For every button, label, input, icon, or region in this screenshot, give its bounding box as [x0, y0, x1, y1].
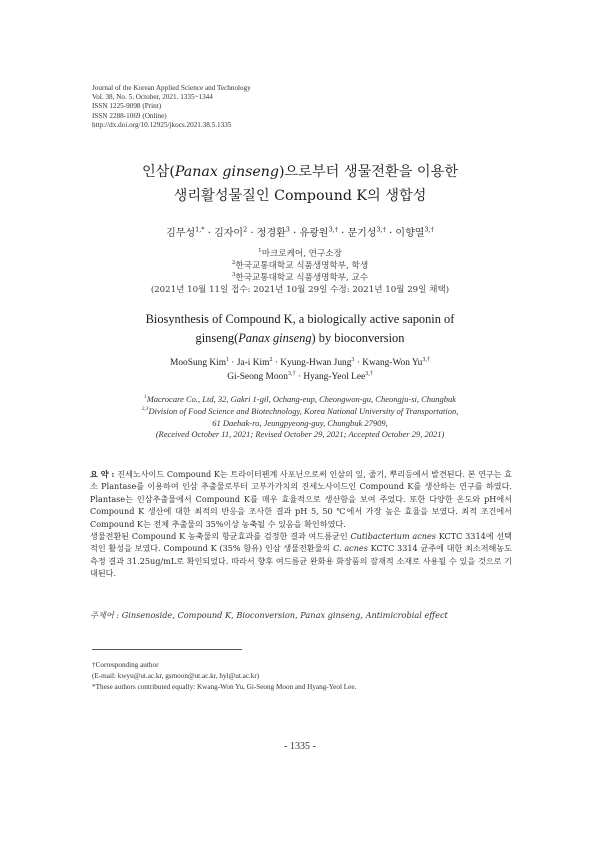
author: Kyung-Hwan Jung$^3$ [280, 356, 355, 368]
journal-issn-online: ISSN 2288-1069 (Online) [92, 111, 167, 120]
journal-name: Journal of the Korean Applied Science and Technology [92, 84, 251, 92]
affiliation: $^3$한국교통대학교 식품생명학부, 교수 [231, 272, 369, 283]
journal-header [92, 84, 251, 130]
kr-title-line2: 생리활성물질인 Compound K의 생합성 [173, 188, 427, 204]
footnote-corresponding: †Corresponding author [92, 661, 159, 669]
korean-title [0, 160, 600, 208]
korean-authors: 김무성$^{1,*}$ · 김자이$^2$ · 정경환$^3$ · 유광원$^{3,\dagger}$ · 문기성$^{3,\dagger}$ · 이향열$^{3,\dagger}$ [166, 225, 434, 239]
korean-affiliations [0, 248, 600, 296]
abstract-paragraph: 요 약 : 진세노사이드 Compound K는 트라이터펜계 사포닌으로써 인삼의 잎, 줄기, 뿌리등에서 발견된다. 본 연구는 효소 Plantase를 이용하여 인삼 추출물로부터 고부가가치의 진세노사이드인 Compound K를 생산하는 연구를 하였다. Plantase는 인삼추출물에서 Compound K를 매우 효율적으로 생산함을 보여 주었다. 또한 다양한 온도와 pH에서 Compound K 생산에 대한 최적의 반응을 조사한 결과 pH 5, 50 ℃에서 가장 높은 효율을 보였다. 최적 조건에서 Compound K는 전체 추출물의 35%이상 농축될 수 있음을 확인하였다. [90, 469, 512, 529]
english-affiliations [0, 394, 600, 441]
affiliation: $^2$한국교통대학교 식품생명학부, 학생 [231, 260, 369, 271]
footnote-divider [92, 649, 242, 650]
footnotes [92, 660, 356, 693]
author: 김자이$^2$ [214, 225, 248, 239]
journal-doi[interactable]: http://dx.doi.org/10.12925/jkocs.2021.38.5.1335 [92, 120, 232, 129]
en-title-part: ginseng( [195, 331, 239, 345]
en-title-species: Panax ginseng [238, 331, 312, 345]
author: Kwang-Won $Yu^{3,\dagger}$ [362, 356, 430, 368]
en-title-line1: Biosynthesis of Compound K, a biologically active saponin of [145, 312, 455, 326]
kr-title-part: )으로부터 생물전환을 이용한 [279, 164, 459, 180]
english-authors: MooSung Kim$^1$ · Ja-i Kim$^2$ · Kyung-Hwan Jung$^3$ · Kwang-Won $Yu^{3,\dagger}$ Gi-Seong Moon$^{3,\dagger}$ · Hyang-Yeol Lee$^{3,\dagger}$ [170, 356, 430, 382]
footnote-email: (E-mail: kwyu@ut.ac.kr, gsmoon@ut.ac.kr, hyl@ut.ac.kr) [92, 672, 260, 680]
footnote-equal-contribution: *These authors contributed equally: Kwang-Won Yu, Gi-Seong Moon and Hyang-Yeol Lee. [92, 683, 357, 691]
journal-volume: Vol. 38, No. 5. October, 2021. 1335~1344 [92, 93, 213, 102]
author: 김무성$^{1,*}$ [166, 225, 205, 239]
author: 문기성$^{3,\dagger}$ [347, 225, 386, 239]
affiliation: $^{2,3}$Division of Food Science and Biotechnology, Korea National University of Transportation, [141, 405, 459, 416]
abstract [90, 468, 512, 580]
author: 유광원$^{3,\dagger}$ [299, 225, 338, 239]
en-title-part: ) by bioconversion [311, 331, 405, 345]
author: 정경환$^3$ [256, 225, 290, 239]
korean-dates: (2021년 10월 11일 접수: 2021년 10월 29일 수정: 2021년 10월 29일 채택) [150, 285, 450, 295]
kr-title-species: Panax ginseng [174, 164, 280, 180]
english-title [0, 310, 600, 348]
kr-title-part: 인삼( [141, 164, 175, 180]
author: 이향열$^{3,\dagger}$ [395, 225, 434, 239]
affiliation: $^1$마크로케어, 연구소장 [258, 248, 342, 259]
author: Hyang-Yeol Lee$^{3,\dagger}$ [303, 370, 373, 382]
keywords: 주제어 : Ginsenoside, Compound K, Bioconversion, Panax ginseng, Antimicrobial effect [90, 610, 448, 620]
author: Ja-i Kim$^2$ [236, 356, 273, 368]
journal-issn-print: ISSN 1225-9098 (Print) [92, 102, 162, 111]
affiliation: 61 Daehak-ro, Jeungpyeong-guy, Chungbuk 27909, [212, 417, 388, 428]
author: MooSung Kim$^1$ [170, 356, 230, 368]
abstract-paragraph: 생물전환된 Compound K 농축물의 항균효과를 검정한 결과 여드름균인 Cutibacterium acnes KCTC 3314에 선택적인 활성을 보였다. Compound K (35% 함유) 인삼 생물전환물의 C. acnes KCTC 3314 균주에 대한 최소저해농도 측정 결과 31.25ug/mL로 확인되었다. 따라서 향후 여드름균 완화용 화장품의 잠재적 소재로 사용될 수 있을 것으로 기대된다. [90, 531, 512, 579]
page-number: - 1335 - [284, 741, 316, 752]
author: Gi-Seong Moon$^{3,\dagger}$ [227, 370, 296, 382]
affiliation: $^1$Macrocare Co., Ltd, 32, Gakri 1-gil, Ochang-eup, Cheongwon-gu, Cheongju-si, Chungbuk [143, 394, 457, 404]
english-dates: (Received October 11, 2021; Revised October 29, 2021; Accepted October 29, 2021) [155, 429, 445, 440]
abstract-label: 요 약 : [90, 469, 118, 479]
